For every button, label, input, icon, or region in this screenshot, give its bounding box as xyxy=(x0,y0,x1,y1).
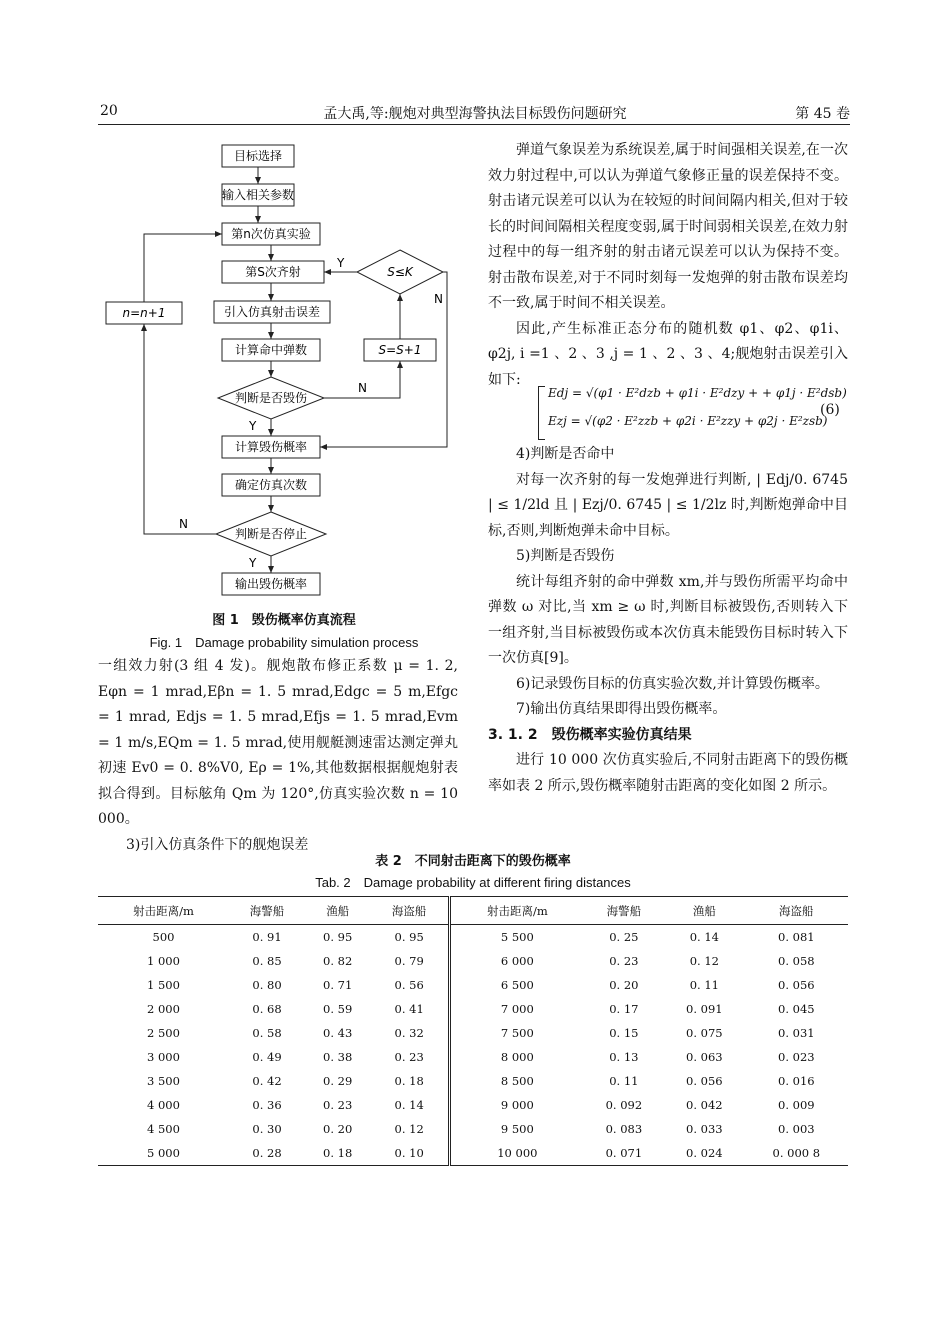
table-cell: 3 500 xyxy=(147,1074,180,1088)
page-number: 20 xyxy=(100,103,118,119)
table-cell: 0. 41 xyxy=(370,997,449,1021)
fc-text-s-check: S≤K xyxy=(387,265,413,279)
subsection-4-heading: 4)判断是否命中 xyxy=(516,446,615,462)
table-cell: 3 000 xyxy=(147,1050,180,1064)
fc-label-y: Y xyxy=(337,256,345,270)
table-cell: 0. 11 xyxy=(609,1074,639,1088)
right-column-top xyxy=(488,138,848,393)
table-cell: 2 500 xyxy=(147,1026,180,1040)
table-cell: 0. 91 xyxy=(252,930,282,944)
table-cell: 0. 14 xyxy=(689,930,719,944)
table-cell: 0. 042 xyxy=(686,1098,723,1112)
table-header-cell: 海盗船 xyxy=(745,897,848,925)
table-header-cell: 渔船 xyxy=(664,897,744,925)
fc-text-input: 输入相关参数 xyxy=(221,188,295,202)
table-cell: 6 000 xyxy=(500,954,534,968)
table-cell: 0. 045 xyxy=(778,1002,815,1016)
fc-text-start: 目标选择 xyxy=(233,149,283,163)
table-cell: 0. 11 xyxy=(689,978,719,992)
table-cell: 1 500 xyxy=(147,978,180,992)
table-cell: 0. 12 xyxy=(689,954,719,968)
table-cell: 0. 092 xyxy=(605,1098,643,1112)
table2-caption-en: Tab. 2 Damage probability at different firing distances xyxy=(315,875,631,890)
table-cell: 0. 071 xyxy=(584,1141,664,1166)
table-cell: 0. 32 xyxy=(370,1021,449,1045)
table-cell: 0. 29 xyxy=(323,1074,353,1088)
table-cell: 0. 10 xyxy=(370,1141,449,1166)
table-cell: 0. 20 xyxy=(609,978,639,992)
right-paragraph-4: 统计每组齐射的命中弹数 xm,并与毁伤所需平均命中弹数 ω 对比,当 xm ≥ ω 时,判断目标被毁伤,否则转入下一组齐射,当目标被毁伤或本次仿真未能毁伤目标时转入下一次仿真[9]。 xyxy=(488,573,848,666)
fc-text-judge-stop: 判断是否停止 xyxy=(234,527,308,541)
table-cell: 0. 016 xyxy=(778,1074,815,1088)
left-column xyxy=(98,654,458,858)
table-cell: 0. 083 xyxy=(605,1122,643,1136)
table-cell: 0. 36 xyxy=(252,1098,282,1112)
table-cell: 0. 85 xyxy=(252,954,282,968)
equation-line-2: Ezj = √(φ2 · E²zzb + φ2i · E²zzy + φ2j · E²zsb) xyxy=(548,414,828,428)
table-cell: 0. 71 xyxy=(323,978,353,992)
table-cell: 6 500 xyxy=(500,978,534,992)
table-cell: 0. 95 xyxy=(323,930,353,944)
table-cell: 10 000 xyxy=(450,1141,584,1166)
fc-text-output: 输出毁伤概率 xyxy=(234,577,308,591)
table-cell: 0. 12 xyxy=(370,1117,449,1141)
right-paragraph-5: 6)记录毁伤目标的仿真实验次数,并计算毁伤概率。 xyxy=(516,675,829,692)
table-cell: 0. 56 xyxy=(370,973,449,997)
fc-text-nth-sim: 第n次仿真实验 xyxy=(231,227,311,241)
equation-number: (6) xyxy=(820,402,840,418)
table-row xyxy=(98,1021,848,1045)
fc-label-n: N xyxy=(358,381,367,395)
table-cell: 0. 081 xyxy=(778,930,815,944)
table-cell: 7 000 xyxy=(500,1002,534,1016)
table-cell: 0. 30 xyxy=(252,1122,282,1136)
fc-text-sth-salvo: 第S次齐射 xyxy=(245,265,301,279)
table-cell: 5 000 xyxy=(98,1141,229,1166)
damage-probability-table xyxy=(98,896,848,1166)
table-cell: 0. 59 xyxy=(323,1002,353,1016)
table-cell: 1 000 xyxy=(147,954,180,968)
table-header-cell: 射击距离/m xyxy=(450,897,584,925)
table-row xyxy=(98,1069,848,1093)
fc-text-calc-prob: 计算毁伤概率 xyxy=(234,440,308,454)
table-cell: 0. 18 xyxy=(370,1069,449,1093)
table-cell: 0. 17 xyxy=(609,1002,639,1016)
table-cell: 0. 000 8 xyxy=(745,1141,848,1166)
table-cell: 0. 033 xyxy=(686,1122,723,1136)
table-cell: 0. 009 xyxy=(778,1098,815,1112)
figure1-caption-en: Fig. 1 Damage probability simulation process xyxy=(149,635,419,650)
table-cell: 9 000 xyxy=(500,1098,534,1112)
table-row xyxy=(98,1045,848,1069)
fc-arrow xyxy=(144,324,216,534)
table-cell: 2 000 xyxy=(147,1002,180,1016)
table-cell: 0. 49 xyxy=(252,1050,282,1064)
left-paragraph-2: 3)引入仿真条件下的舰炮误差 xyxy=(126,836,309,853)
table-cell: 500 xyxy=(152,930,175,944)
table-cell: 8 500 xyxy=(500,1074,534,1088)
table-row xyxy=(98,1117,848,1141)
table-cell: 0. 024 xyxy=(664,1141,744,1166)
table-header-row xyxy=(98,897,848,925)
subsection-5-heading: 5)判断是否毁伤 xyxy=(516,548,615,564)
table-cell: 0. 15 xyxy=(609,1026,639,1040)
table-cell: 8 000 xyxy=(500,1050,534,1064)
table-cell: 5 500 xyxy=(500,930,534,944)
table-cell: 0. 13 xyxy=(609,1050,639,1064)
fc-text-determine-count: 确定仿真次数 xyxy=(234,478,308,492)
table-header-cell: 海盗船 xyxy=(370,897,449,925)
table-cell: 0. 23 xyxy=(609,954,639,968)
table-cell: 0. 003 xyxy=(778,1122,815,1136)
fc-arrow xyxy=(144,234,222,302)
right-paragraph-1: 弹道气象误差为系统误差,属于时间强相关误差,在一次效力射过程中,可以认为弹道气象修正量的误差保持不变。射击诸元误差可以认为在较短的时间间隔内相关,但对于较长的时间间隔相关程度变弱,属于时间弱相关误差,在效力射过程中的每一组齐射的射击诸元误差可以认为保持不变。射击散布误差,对于不同时刻每一发炮弹的射击散布误差均不一致,属于时间不相关误差。 xyxy=(488,142,848,311)
fc-text-s-increment: S=S+1 xyxy=(378,343,422,357)
flowchart xyxy=(98,135,470,605)
table-row xyxy=(98,997,848,1021)
right-paragraph-6: 7)输出仿真结果即得出毁伤概率。 xyxy=(516,701,727,717)
table-cell: 0. 075 xyxy=(686,1026,723,1040)
fc-label-y: Y xyxy=(249,419,257,433)
table-cell: 0. 056 xyxy=(778,978,815,992)
table-row xyxy=(98,973,848,997)
table-header-cell: 海警船 xyxy=(229,897,305,925)
table-cell: 0. 056 xyxy=(686,1074,723,1088)
table-cell: 4 500 xyxy=(147,1122,180,1136)
table-cell: 0. 18 xyxy=(305,1141,370,1166)
right-column-bottom xyxy=(488,442,848,799)
right-paragraph-2: 因此,产生标准正态分布的随机数 φ1、φ2、φ1i、φ2j, i =1 、2 、3 ,j = 1 、2 、3 、4;舰炮射击误差引入如下: xyxy=(488,320,848,388)
table-cell: 0. 23 xyxy=(370,1045,449,1069)
table-row xyxy=(98,925,848,950)
table-row xyxy=(98,1141,848,1166)
table-cell: 0. 95 xyxy=(370,925,449,950)
fc-label-n: N xyxy=(434,292,443,306)
table-cell: 4 000 xyxy=(147,1098,180,1112)
table-cell: 9 500 xyxy=(500,1122,534,1136)
header-rule xyxy=(98,124,850,125)
table-cell: 0. 58 xyxy=(252,1026,282,1040)
table-cell: 0. 43 xyxy=(323,1026,353,1040)
table-header-cell: 渔船 xyxy=(305,897,370,925)
table-cell: 0. 82 xyxy=(323,954,353,968)
running-title: 孟大禹,等:舰炮对典型海警执法目标毁伤问题研究 xyxy=(323,106,627,122)
section-heading-3-1-2: 3. 1. 2 毁伤概率实验仿真结果 xyxy=(488,726,692,743)
right-paragraph-7: 进行 10 000 次仿真实验后,不同射击距离下的毁伤概率如表 2 所示,毁伤概率随射击距离的变化如图 2 所示。 xyxy=(488,752,848,794)
fc-text-intro-error: 引入仿真射击误差 xyxy=(223,305,321,319)
fc-text-n-increment: n=n+1 xyxy=(122,306,166,320)
table-cell: 0. 42 xyxy=(252,1074,282,1088)
table-cell: 7 500 xyxy=(500,1026,534,1040)
table-cell: 0. 25 xyxy=(609,930,639,944)
table-cell: 0. 20 xyxy=(323,1122,353,1136)
table2-caption-zh: 表 2 不同射击距离下的毁伤概率 xyxy=(375,854,571,869)
table-row xyxy=(98,1093,848,1117)
table-cell: 0. 79 xyxy=(370,949,449,973)
table-cell: 0. 058 xyxy=(778,954,815,968)
table-row xyxy=(98,949,848,973)
volume-label: 第 45 卷 xyxy=(795,106,850,122)
table-cell: 0. 031 xyxy=(778,1026,815,1040)
fc-label-n: N xyxy=(179,517,188,531)
fc-text-judge-destroy: 判断是否毁伤 xyxy=(234,391,308,405)
table-cell: 0. 80 xyxy=(252,978,282,992)
table-cell: 0. 68 xyxy=(252,1002,282,1016)
left-paragraph-1: 一组效力射(3 组 4 发)。舰炮散布修正系数 μ = 1. 2, Eφn = 1 mrad,Eβn = 1. 5 mrad,Edgc = 5 m,Efgc = 1 mrad, Edjs = 1. 5 mrad,Efjs = 1. 5 mrad,Evm = 1 m/s,EQm = 1. 5 mrad,使用舰艇测速雷达测定弹丸初速 Ev0 = 0. 8%V0, Eρ = 1%,其他数据根据舰炮射表拟合得到。目标舷角 Qm 为 120°,仿真实验次数 n = 10 000。 xyxy=(98,658,458,827)
table-body xyxy=(98,925,848,1166)
table-cell: 0. 38 xyxy=(323,1050,353,1064)
table-header-cell: 海警船 xyxy=(584,897,664,925)
table-cell: 0. 091 xyxy=(686,1002,723,1016)
table-cell: 0. 063 xyxy=(686,1050,723,1064)
table-header-cell: 射击距离/m xyxy=(98,897,229,925)
fc-text-calc-hits: 计算命中弹数 xyxy=(234,343,308,357)
table-cell: 0. 23 xyxy=(323,1098,353,1112)
equation-line-1: Edj = √(φ1 · E²dzb + φ1i · E²dzy + + φ1j · E²dsb) xyxy=(548,386,847,400)
figure1-caption-zh: 图 1 毁伤概率仿真流程 xyxy=(212,613,356,628)
right-paragraph-3: 对每一次齐射的每一发炮弹进行判断, | Edj/0. 6745 | ≤ 1/2ld 且 | Ezj/0. 6745 | ≤ 1/2lz 时,判断炮弹命中目标,否则,判断炮弹未命中目标。 xyxy=(488,471,848,539)
fc-label-y: Y xyxy=(249,556,257,570)
table-cell: 0. 023 xyxy=(778,1050,815,1064)
equation-brace xyxy=(538,386,545,440)
table-cell: 0. 14 xyxy=(370,1093,449,1117)
table-cell: 0. 28 xyxy=(229,1141,305,1166)
